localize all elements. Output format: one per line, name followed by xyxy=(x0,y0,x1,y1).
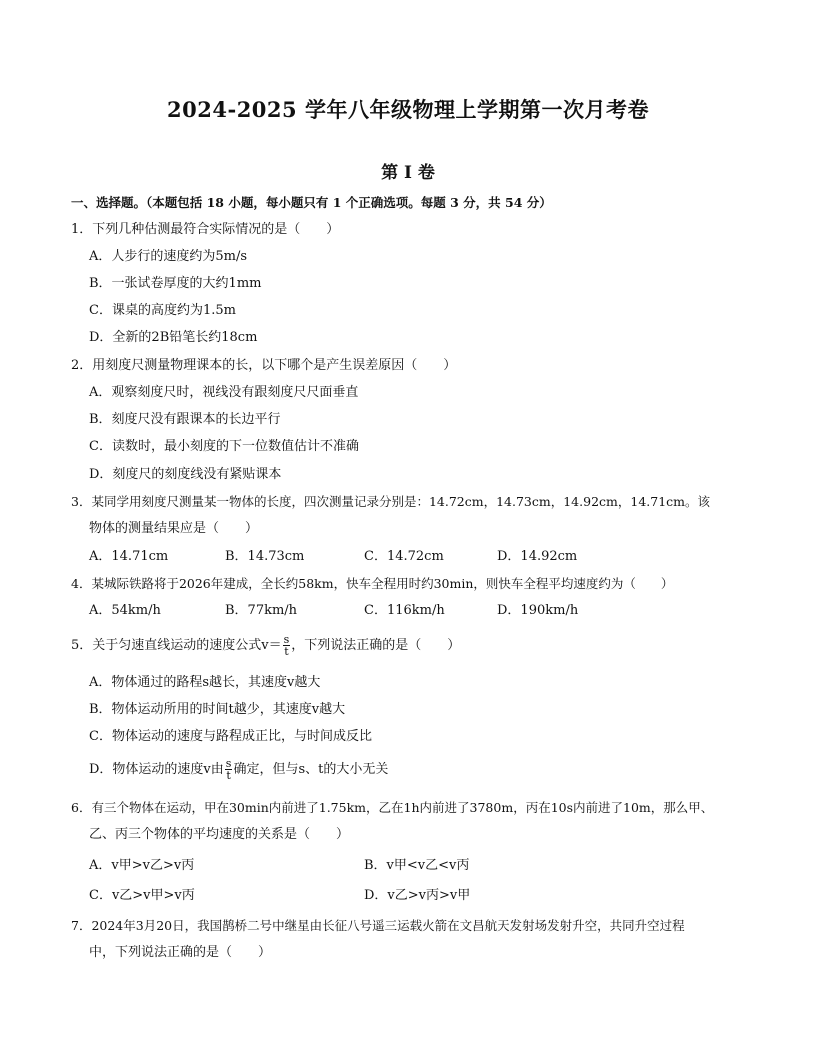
question-1-option-a: A．人步行的速度约为5m/s xyxy=(89,249,248,264)
question-7-stem-continued: 中，下列说法正确的是（ ） xyxy=(89,945,272,960)
question-5-option-a: A．物体通过的路程s越长，其速度v越大 xyxy=(89,675,321,690)
question-1-stem: 1．下列几种估测最符合实际情况的是（ ） xyxy=(71,222,340,237)
question-5-stem-prefix: 5．关于匀速直线运动的速度公式v＝ xyxy=(71,638,282,653)
question-4-stem: 4．某城际铁路将于2026年建成，全长约58km，快车全程用时约30min，则快车全程平均速度约为（ ） xyxy=(71,576,674,591)
question-2-option-b: B．刻度尺没有跟课本的长边平行 xyxy=(89,412,281,427)
question-6-option-b: B．v甲<v乙<v丙 xyxy=(364,858,470,873)
question-5-option-d xyxy=(89,758,388,782)
question-6-option-a: A．v甲>v乙>v丙 xyxy=(89,858,195,873)
section-heading: 一、选择题。（本题包括 18 小题，每小题只有 1 个正确选项。每题 3 分，共 54 分） xyxy=(71,195,552,210)
question-4-option-a: A．54km/h xyxy=(89,603,161,618)
velocity-formula-fraction xyxy=(283,634,291,657)
question-5-option-d-suffix: 确定，但与s、t的大小无关 xyxy=(233,762,389,777)
question-5-stem-suffix: ，下列说法正确的是（ ） xyxy=(291,638,461,653)
question-5-option-d-prefix: D．物体运动的速度v由 xyxy=(89,762,224,777)
question-5-option-c: C．物体运动的速度与路程成正比，与时间成反比 xyxy=(89,729,372,744)
question-2-option-d: D．刻度尺的刻度线没有紧贴课本 xyxy=(89,467,282,482)
exam-title: 2024-2025 学年八年级物理上学期第一次月考卷 xyxy=(167,97,649,122)
question-4-option-d: D．190km/h xyxy=(497,603,579,618)
fraction-denominator: t xyxy=(284,645,289,658)
question-1-option-d: D．全新的2B铅笔长约18cm xyxy=(89,330,258,345)
question-2-option-a: A．观察刻度尺时，视线没有跟刻度尺尺面垂直 xyxy=(89,385,359,400)
question-2-option-c: C．读数时，最小刻度的下一位数值估计不准确 xyxy=(89,439,359,454)
question-6-option-d: D．v乙>v丙>v甲 xyxy=(364,888,471,903)
question-6-stem: 6．有三个物体在运动，甲在30min内前进了1.75km，乙在1h内前进了3780m，丙在10s内前进了10m，那么甲、 xyxy=(71,800,714,815)
question-4-option-b: B．77km/h xyxy=(225,603,298,618)
question-2-stem: 2．用刻度尺测量物理课本的长，以下哪个是产生误差原因（ ） xyxy=(71,358,457,373)
option-d-fraction xyxy=(225,758,233,781)
question-4-option-c: C．116km/h xyxy=(364,603,445,618)
question-7-stem: 7．2024年3月20日，我国鹊桥二号中继星由长征八号遥三运载火箭在文昌航天发射场发射升空，共同升空过程 xyxy=(71,918,685,933)
question-3-option-a: A．14.71cm xyxy=(89,549,169,564)
fraction-numerator: s xyxy=(283,633,290,646)
question-3-option-d: D．14.92cm xyxy=(497,549,578,564)
question-5-option-b: B．物体运动所用的时间t越少，其速度v越大 xyxy=(89,702,346,717)
question-6-option-c: C．v乙>v甲>v丙 xyxy=(89,888,195,903)
fraction-numerator: s xyxy=(225,757,232,770)
question-3-stem: 3．某同学用刻度尺测量某一物体的长度，四次测量记录分别是：14.72cm，14.73cm，14.92cm，14.71cm。该 xyxy=(71,494,711,509)
question-3-stem-continued: 物体的测量结果应是（ ） xyxy=(89,521,259,536)
question-1-option-b: B．一张试卷厚度的大约1mm xyxy=(89,276,262,291)
question-3-option-b: B．14.73cm xyxy=(225,549,305,564)
question-3-option-c: C．14.72cm xyxy=(364,549,444,564)
question-6-stem-continued: 乙、丙三个物体的平均速度的关系是（ ） xyxy=(89,827,350,842)
question-5-stem xyxy=(71,634,460,658)
volume-heading: 第 I 卷 xyxy=(381,163,435,183)
question-1-option-c: C．课桌的高度约为1.5m xyxy=(89,303,236,318)
fraction-denominator: t xyxy=(226,769,231,782)
